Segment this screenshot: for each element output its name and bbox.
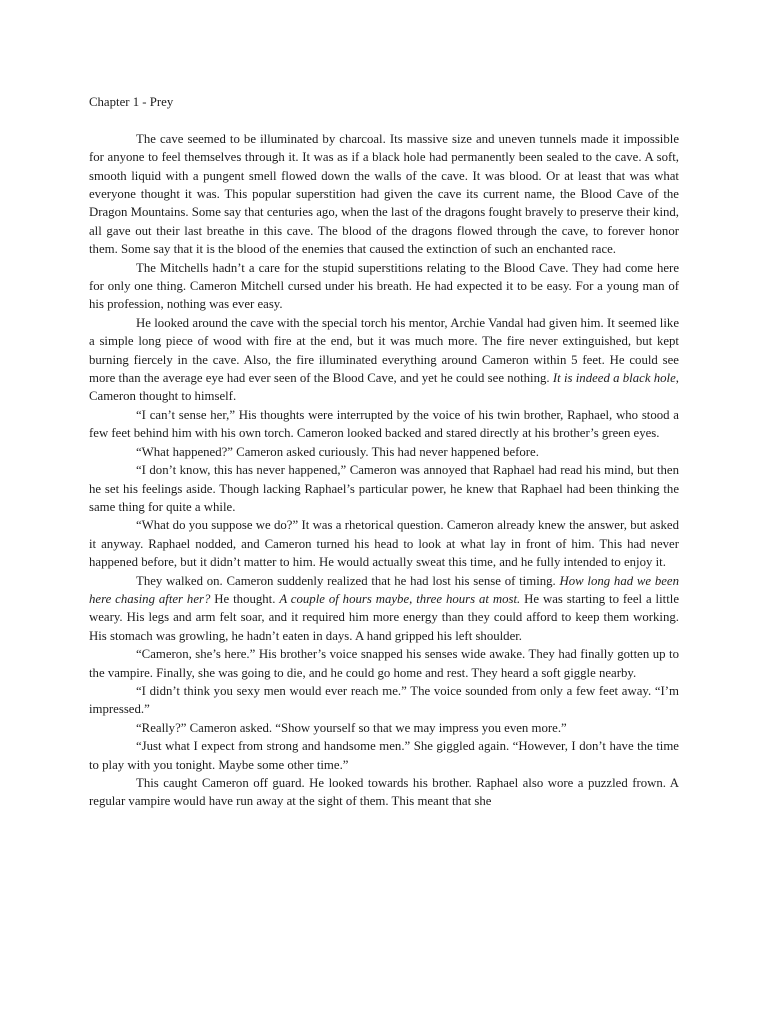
paragraph xyxy=(89,130,679,259)
paragraph xyxy=(89,737,679,774)
italic-text: A couple of hours maybe, three hours at most. xyxy=(279,591,521,606)
text-run: He looked around the cave with the special torch his mentor, Archie Vandal had given him. It seemed like a simple long piece of wood with fire at the end, but it was much more. The fire never extinguished, but kept burning fiercely in the cave. Also, the fire illuminated everything around Cameron within 5 feet. He could see more than the average eye had ever seen of the Blood Cave, and yet he could see nothing. xyxy=(89,315,679,386)
text-run: “What do you suppose we do?” It was a rhetorical question. Cameron already knew the answer, but asked it anyway. Raphael nodded, and Cameron turned his head to look at what lay in front of him. This had never happened before, but it didn’t matter to him. He would actually sweat this time, and he fully intended to enjoy it. xyxy=(89,518,679,570)
paragraph xyxy=(89,645,679,682)
text-run: “What happened?” Cameron asked curiously. This had never happened before. xyxy=(136,444,539,459)
paragraph xyxy=(89,443,679,461)
italic-text: It is indeed a black hole xyxy=(552,371,676,386)
paragraph xyxy=(89,572,679,646)
body-text xyxy=(89,130,679,811)
text-run: He thought. xyxy=(210,591,280,606)
document-page xyxy=(89,93,679,811)
paragraph xyxy=(89,461,679,516)
paragraph xyxy=(89,682,679,719)
text-run: “Cameron, she’s here.” His brother’s voice snapped his senses wide awake. They had finally gotten up to the vampire. Finally, she was going to die, and he could go home and rest. They heard a soft giggle nearby. xyxy=(89,647,679,680)
text-run: The cave seemed to be illuminated by charcoal. Its massive size and uneven tunnels made it impossible for anyone to feel themselves through it. It was as if a black hole had permanently been sealed to the cave. A soft, smooth liquid with a pungent smell flowed down the walls of the cave. It was blood. Or at least that was what everyone thought it was. This popular superstition had given the cave its current name, the Blood Cave of the Dragon Mountains. Some say that centuries ago, when the last of the dragons fought bravely to preserve their kind, all gave out their last breathe in this cave. The blood of the dragons flowed through the cave, to forever honor them. Some say that it is the blood of the enemies that caused the extinction of such an enchanted race. xyxy=(89,131,679,257)
paragraph xyxy=(89,516,679,571)
text-run: He was starting to feel a little weary. His legs and arm felt soar, and it required him more energy than they could afford to keep them working. His stomach was growling, he hadn’t eaten in days. A hand gripped his left shoulder. xyxy=(89,591,679,643)
text-run: “I can’t sense her,” His thoughts were interrupted by the voice of his twin brother, Raphael, who stood a few feet behind him with his own torch. Cameron looked backed and stared directly at his brother’s green eyes. xyxy=(89,407,679,441)
text-run: , Cameron thought to himself. xyxy=(89,371,679,404)
paragraph xyxy=(89,774,679,811)
chapter-title: Chapter 1 - Prey xyxy=(89,95,174,109)
paragraph xyxy=(89,314,679,406)
text-run: “I didn’t think you sexy men would ever reach me.” The voice sounded from only a few feet away. “I’m impressed.” xyxy=(89,683,679,717)
paragraph xyxy=(89,719,679,737)
text-run: “Just what I expect from strong and handsome men.” She giggled again. “However, I don’t have the time to play with you tonight. Maybe some other time.” xyxy=(89,739,679,772)
paragraph xyxy=(89,406,679,443)
paragraph xyxy=(89,259,679,314)
text-run: “Really?” Cameron asked. “Show yourself so that we may impress you even more.” xyxy=(136,720,567,735)
text-run: “I don’t know, this has never happened,” Cameron was annoyed that Raphael had read his mind, but then he set his feelings aside. Though lacking Raphael’s particular power, he knew that Raphael had been thinking the same thing for quite a while. xyxy=(89,463,679,514)
text-run: The Mitchells hadn’t a care for the stupid superstitions relating to the Blood Cave. They had come here for only one thing. Cameron Mitchell cursed under his breath. He had expected it to be easy. For a young man of his profession, nothing was ever easy. xyxy=(89,260,679,312)
text-run: They walked on. Cameron suddenly realized that he had lost his sense of timing. xyxy=(136,573,560,588)
text-run: This caught Cameron off guard. He looked towards his brother. Raphael also wore a puzzled frown. A regular vampire would have run away at the sight of them. This meant that she xyxy=(89,776,679,809)
italic-text: How long had we been here chasing after her? xyxy=(89,573,679,606)
